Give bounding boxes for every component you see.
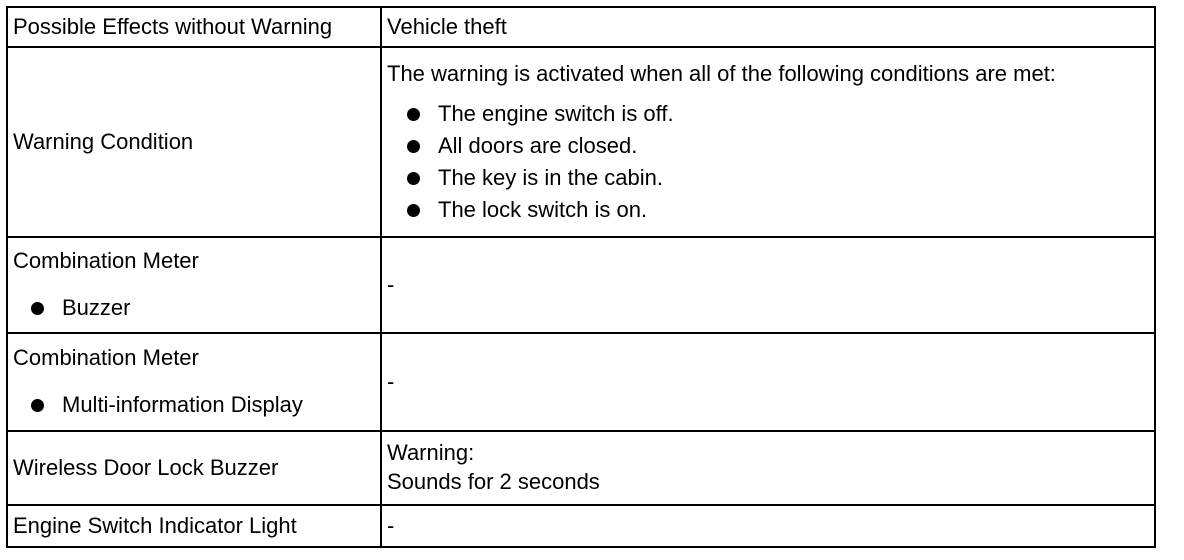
row-value-cell — [381, 505, 1155, 547]
table-row-engine-switch-indicator — [7, 505, 1155, 547]
row-label: Combination Meter — [13, 345, 199, 371]
row-label: Engine Switch Indicator Light — [13, 512, 297, 538]
row-value-cell — [381, 333, 1155, 431]
table-row-wireless-door-lock-buzzer — [7, 431, 1155, 505]
condition-text: All doors are closed. — [438, 133, 638, 158]
bullet-dot-icon — [407, 204, 420, 217]
sub-bullet — [13, 294, 374, 323]
list-item — [387, 162, 1148, 194]
row-value-line: Sounds for 2 seconds — [387, 469, 600, 494]
row-value: Vehicle theft — [387, 13, 507, 39]
table-row-combination-meter-display — [7, 333, 1155, 431]
row-label-cell — [7, 431, 381, 505]
bullet-dot-icon — [407, 108, 420, 121]
table-row-warning-condition — [7, 47, 1155, 237]
condition-text: The lock switch is on. — [438, 197, 648, 222]
row-label: Possible Effects without Warning — [13, 13, 333, 39]
bullet-dot-icon — [407, 172, 420, 185]
condition-text: The engine switch is off. — [438, 101, 674, 126]
list-item — [387, 98, 1148, 130]
row-label: Combination Meter — [13, 248, 199, 274]
row-value-line: Warning: — [387, 440, 475, 466]
list-item — [387, 194, 1148, 226]
row-value: - — [387, 512, 395, 538]
row-label-cell — [7, 237, 381, 333]
list-item — [387, 130, 1148, 162]
row-label-cell — [7, 47, 381, 237]
warning-spec-table — [6, 6, 1156, 548]
condition-list — [387, 98, 1148, 226]
row-label-cell — [7, 333, 381, 431]
row-value-cell — [381, 7, 1155, 47]
bullet-dot-icon — [31, 399, 44, 412]
row-label: Warning Condition — [13, 128, 194, 154]
bullet-dot-icon — [31, 302, 44, 315]
sub-bullet-text: Buzzer — [62, 295, 131, 320]
row-label-cell — [7, 7, 381, 47]
row-value-cell — [381, 47, 1155, 237]
row-value: - — [387, 368, 395, 394]
row-label-cell — [7, 505, 381, 547]
table-row-combination-meter-buzzer — [7, 237, 1155, 333]
sub-bullet-text: Multi-information Display — [62, 392, 303, 417]
row-value-cell — [381, 237, 1155, 333]
row-value-cell — [381, 431, 1155, 505]
row-label: Wireless Door Lock Buzzer — [13, 454, 279, 480]
row-value: - — [387, 271, 395, 297]
condition-intro: The warning is activated when all of the following conditions are met: — [387, 60, 1056, 86]
table-row-possible-effects — [7, 7, 1155, 47]
sub-bullet — [13, 391, 374, 420]
bullet-dot-icon — [407, 140, 420, 153]
condition-text: The key is in the cabin. — [438, 165, 664, 190]
